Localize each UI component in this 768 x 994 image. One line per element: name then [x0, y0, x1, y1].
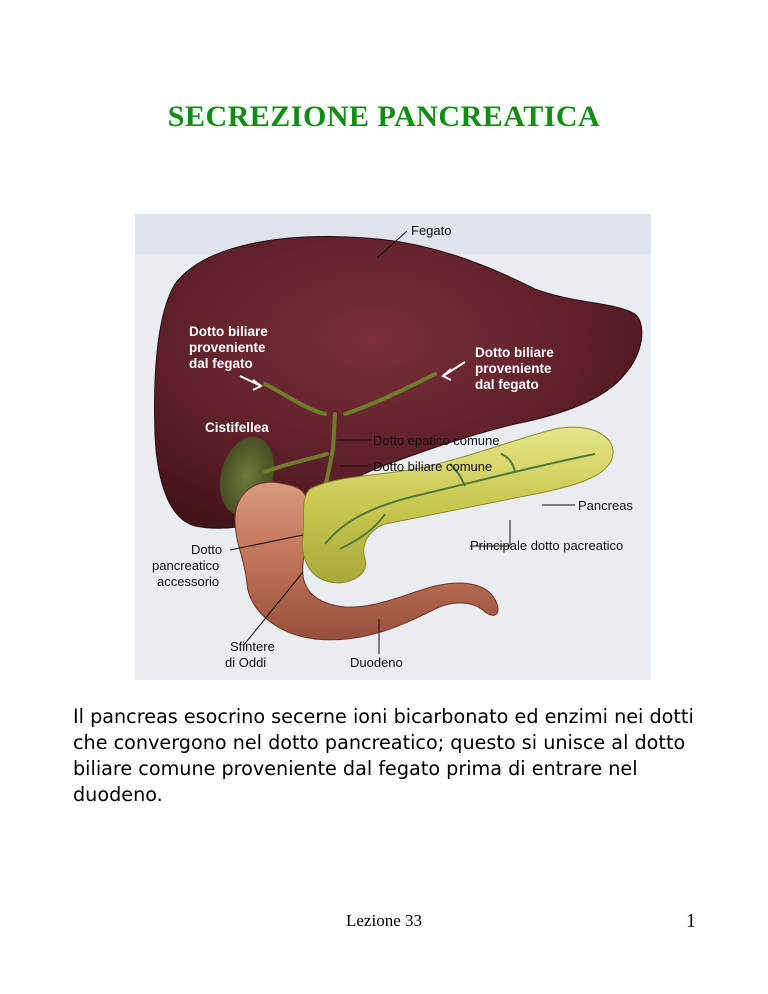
label-dotto-accessorio-1: Dotto — [191, 542, 223, 557]
label-cistifellea: Cistifellea — [205, 420, 269, 435]
label-dotto-biliare-right-3: dal fegato — [475, 377, 539, 392]
body-paragraph: Il pancreas esocrino secerne ioni bicarbonato ed enzimi nei dotti che convergono nel dotto pancreatico; questo si unisce al dotto biliare comune proveniente dal fegato prima di entrare nel duodeno. — [73, 705, 694, 806]
label-dotto-accessorio-3: accessorio — [157, 574, 220, 589]
label-dotto-biliare-left-3: dal fegato — [189, 356, 253, 371]
anatomy-figure — [135, 214, 651, 680]
label-fegato: Fegato — [411, 223, 452, 238]
page-number: 1 — [686, 910, 696, 932]
label-dotto-epatico: Dotto epatico comune — [373, 433, 500, 448]
label-dotto-biliare-left-1: Dotto biliare — [189, 324, 268, 339]
label-dotto-biliare-right-2: proveniente — [475, 361, 552, 376]
page-title: SECREZIONE PANCREATICA — [167, 100, 601, 133]
label-dotto-biliare-right-1: Dotto biliare — [475, 345, 554, 360]
footer-lecture: Lezione 33 — [346, 911, 422, 930]
label-sfintere-2: di Oddi — [225, 655, 267, 670]
label-dotto-biliare-left-2: proveniente — [189, 340, 266, 355]
label-dotto-biliare-comune: Dotto biliare comune — [373, 459, 493, 474]
label-dotto-accessorio-2: pancreatico — [152, 558, 220, 573]
label-pancreas: Pancreas — [578, 498, 633, 513]
label-duodeno: Duodeno — [350, 655, 403, 670]
label-principale-dotto: Principale dotto pacreatico — [470, 538, 624, 553]
label-sfintere-1: Sfintere — [230, 639, 275, 654]
